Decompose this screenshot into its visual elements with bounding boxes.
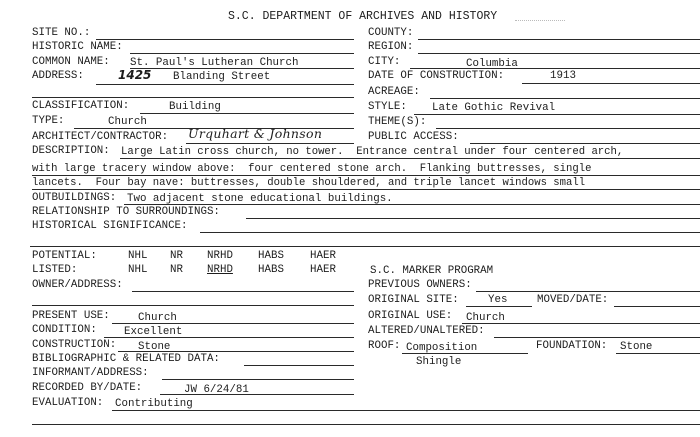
architect-line bbox=[186, 143, 354, 144]
moved-date-line bbox=[614, 306, 700, 307]
owner-line-1 bbox=[132, 291, 354, 292]
original-site-label: ORIGINAL SITE: bbox=[368, 294, 459, 306]
description-line-2: with large tracery window above: four centered stone arch. Flanking buttresses, single bbox=[32, 163, 592, 175]
outbuildings-label: OUTBUILDINGS: bbox=[32, 192, 117, 204]
foundation-value: Stone bbox=[620, 341, 653, 353]
description-line-1: Large Latin cross church, no tower. Entrance central under four centered arch, bbox=[121, 146, 624, 158]
public-access-label: PUBLIC ACCESS: bbox=[368, 131, 459, 143]
address-street: Blanding Street bbox=[173, 71, 271, 83]
type-label: TYPE: bbox=[32, 115, 65, 127]
date-of-construction-value: 1913 bbox=[550, 70, 576, 82]
construction-line bbox=[118, 351, 354, 352]
address-number: 1425 bbox=[118, 68, 152, 82]
altered-line bbox=[494, 337, 700, 338]
relationship-label: RELATIONSHIP TO SURROUNDINGS: bbox=[32, 206, 220, 218]
date-of-construction-label: DATE OF CONSTRUCTION: bbox=[368, 70, 505, 82]
construction-label: CONSTRUCTION: bbox=[32, 339, 117, 351]
potential-habs: HABS bbox=[258, 250, 284, 262]
acreage-label: ACREAGE: bbox=[368, 86, 420, 98]
condition-label: CONDITION: bbox=[32, 324, 97, 336]
evaluation-value: Contributing bbox=[115, 398, 193, 410]
address-line bbox=[96, 84, 354, 85]
style-label: STYLE: bbox=[368, 101, 407, 113]
historical-significance-label: HISTORICAL SIGNIFICANCE: bbox=[32, 220, 188, 232]
original-use-value: Church bbox=[466, 312, 505, 324]
description-rule-2 bbox=[32, 175, 700, 176]
previous-owners-label: PREVIOUS OWNERS: bbox=[368, 279, 472, 291]
relationship-line bbox=[246, 218, 700, 219]
style-line bbox=[414, 114, 700, 115]
foundation-line bbox=[616, 353, 700, 354]
architect-label: ARCHITECT/CONTRACTOR: bbox=[32, 131, 169, 143]
foundation-label: FOUNDATION: bbox=[536, 340, 608, 352]
recorded-by-line bbox=[160, 394, 354, 395]
city-value: Columbia bbox=[466, 58, 518, 70]
listed-label: LISTED: bbox=[32, 264, 78, 276]
roof-value-line-1: Composition bbox=[406, 342, 478, 354]
potential-label: POTENTIAL: bbox=[32, 250, 97, 262]
potential-nr: NR bbox=[170, 250, 183, 262]
roof-value-line-2: Shingle bbox=[416, 356, 462, 368]
common-name-value: St. Paul's Lutheran Church bbox=[130, 57, 299, 69]
evaluation-line bbox=[112, 410, 700, 411]
region-label: REGION: bbox=[368, 41, 414, 53]
original-site-value: Yes bbox=[488, 294, 508, 306]
historical-line bbox=[200, 232, 700, 233]
form-title: S.C. DEPARTMENT OF ARCHIVES AND HISTORY bbox=[228, 10, 498, 23]
listed-nhl: NHL bbox=[128, 264, 148, 276]
present-use-label: PRESENT USE: bbox=[32, 310, 110, 322]
marker-program-label: S.C. MARKER PROGRAM bbox=[370, 265, 494, 277]
outbuildings-value: Two adjacent stone educational buildings. bbox=[127, 193, 393, 205]
historic-name-line bbox=[130, 53, 354, 54]
acreage-line bbox=[430, 98, 700, 99]
condition-value: Excellent bbox=[124, 326, 183, 338]
moved-date-label: MOVED/DATE: bbox=[537, 294, 609, 306]
style-value: Late Gothic Revival bbox=[432, 102, 556, 114]
original-use-line bbox=[462, 323, 700, 324]
recorded-by-value: JW 6/24/81 bbox=[184, 384, 249, 396]
classification-value: Building bbox=[169, 101, 221, 113]
informant-line bbox=[162, 379, 354, 380]
city-line bbox=[410, 68, 700, 69]
original-site-line bbox=[466, 306, 532, 307]
themes-label: THEME(S): bbox=[368, 116, 427, 128]
city-label: CITY: bbox=[368, 56, 401, 68]
section-divider bbox=[30, 246, 700, 247]
date-line bbox=[522, 83, 700, 84]
potential-nhl: NHL bbox=[128, 250, 148, 262]
public-access-line bbox=[470, 143, 700, 144]
present-use-line bbox=[112, 323, 354, 324]
original-use-label: ORIGINAL USE: bbox=[368, 310, 453, 322]
architect-value: Urquhart & Johnson bbox=[188, 126, 323, 141]
outbuildings-line bbox=[124, 204, 700, 205]
classification-label: CLASSIFICATION: bbox=[32, 100, 130, 112]
potential-haer: HAER bbox=[310, 250, 336, 262]
common-name-label: COMMON NAME: bbox=[32, 56, 110, 68]
listed-nr: NR bbox=[170, 264, 183, 276]
bottom-line bbox=[32, 424, 700, 425]
themes-line bbox=[436, 128, 700, 129]
altered-label: ALTERED/UNALTERED: bbox=[368, 325, 485, 337]
description-label: DESCRIPTION: bbox=[32, 145, 110, 157]
site-no-line bbox=[96, 39, 354, 40]
potential-nrhd: NRHD bbox=[207, 250, 233, 262]
evaluation-label: EVALUATION: bbox=[32, 397, 104, 409]
listed-nrhd-marked: NRHD bbox=[207, 264, 233, 276]
roof-line bbox=[402, 353, 528, 354]
previous-owners-line bbox=[476, 291, 700, 292]
type-value: Church bbox=[108, 116, 147, 128]
blank-line-1 bbox=[32, 97, 354, 98]
recorded-by-label: RECORDED BY/DATE: bbox=[32, 382, 143, 394]
region-line bbox=[418, 53, 700, 54]
description-line-3: lancets. Four bay nave: buttresses, double shouldered, and triple lancet windows small bbox=[32, 177, 586, 189]
site-no-label: SITE NO.: bbox=[32, 27, 91, 39]
description-rule-1 bbox=[120, 158, 700, 159]
roof-label: ROOF: bbox=[368, 340, 401, 352]
county-label: COUNTY: bbox=[368, 27, 414, 39]
address-label: ADDRESS: bbox=[32, 70, 84, 82]
common-name-line bbox=[130, 68, 354, 69]
listed-habs: HABS bbox=[258, 264, 284, 276]
owner-address-label: OWNER/ADDRESS: bbox=[32, 279, 123, 291]
header-dots bbox=[515, 20, 565, 21]
classification-line bbox=[140, 113, 354, 114]
informant-label: INFORMANT/ADDRESS: bbox=[32, 367, 149, 379]
listed-haer: HAER bbox=[310, 264, 336, 276]
present-use-value: Church bbox=[138, 312, 177, 324]
description-rule-3 bbox=[32, 189, 700, 190]
historic-name-label: HISTORIC NAME: bbox=[32, 41, 123, 53]
county-line bbox=[418, 39, 700, 40]
construction-value: Stone bbox=[138, 341, 171, 353]
bibliographic-line bbox=[244, 365, 354, 366]
owner-line-2 bbox=[32, 305, 354, 306]
bibliographic-label: BIBLIOGRAPHIC & RELATED DATA: bbox=[32, 353, 220, 365]
condition-line bbox=[104, 337, 354, 338]
